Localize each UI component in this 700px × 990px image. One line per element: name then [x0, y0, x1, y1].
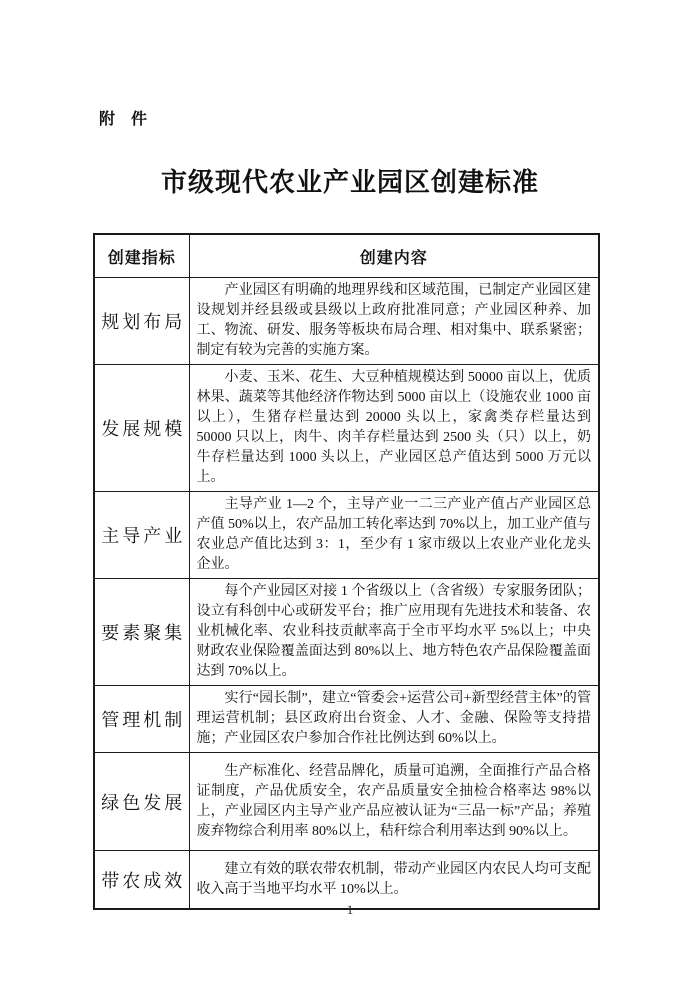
indicator-cell: 要素聚集 — [94, 579, 189, 686]
header-indicator: 创建指标 — [94, 234, 189, 278]
indicator-cell: 主导产业 — [94, 492, 189, 579]
content-cell: 产业园区有明确的地理界线和区域范围，已制定产业园区建设规划并经县级或县级以上政府批准同意；产业园区种养、加工、物流、研发、服务等板块布局合理、相对集中、联系紧密；制定有较为完善的实施方案。 — [189, 278, 599, 365]
standards-table — [93, 233, 600, 910]
indicator-cell: 管理机制 — [94, 686, 189, 753]
indicator-cell: 规划布局 — [94, 278, 189, 365]
content-cell: 建立有效的联农带农机制，带动产业园区内农民人均可支配收入高于当地平均水平 10%以上。 — [189, 851, 599, 910]
table-row-leading-industry — [94, 492, 599, 579]
table-header-row — [94, 234, 599, 278]
table-row-farmer-benefit — [94, 851, 599, 910]
header-content: 创建内容 — [189, 234, 599, 278]
table-row-management-mechanism — [94, 686, 599, 753]
content-cell: 每个产业园区对接 1 个省级以上（含省级）专家服务团队；设立有科创中心或研发平台；推广应用现有先进技术和装备、农业机械化率、农业科技贡献率高于全市平均水平 5%以上；中央财政农业保险覆盖面达到 80%以上、地方特色农产品保险覆盖面达到 70%以上。 — [189, 579, 599, 686]
attachment-label: 附 件 — [99, 111, 148, 128]
page-number: 1 — [346, 902, 354, 917]
page-title: 市级现代农业产业园区创建标准 — [160, 168, 539, 197]
indicator-cell: 发展规模 — [94, 365, 189, 492]
table-row-planning-layout — [94, 278, 599, 365]
content-cell: 主导产业 1—2 个，主导产业一二三产业产值占产业园区总产值 50%以上，农产品加工转化率达到 70%以上，加工业产值与农业总产值比达到 3：1，至少有 1 家市级以上农业产业化龙头企业。 — [189, 492, 599, 579]
indicator-cell: 绿色发展 — [94, 753, 189, 851]
table-row-green-development — [94, 753, 599, 851]
table-row-factor-aggregation — [94, 579, 599, 686]
table-row-development-scale — [94, 365, 599, 492]
indicator-cell: 带农成效 — [94, 851, 189, 910]
content-cell: 生产标准化、经营品牌化，质量可追溯，全面推行产品合格证制度，产品优质安全，农产品质量安全抽检合格率达 98%以上，产业园区内主导产业产品应被认证为“三品一标”产品；养殖废弃物综合利用率 80%以上，秸秆综合利用率达到 90%以上。 — [189, 753, 599, 851]
content-cell: 实行“园长制”，建立“管委会+运营公司+新型经营主体”的管理运营机制；县区政府出台资金、人才、金融、保险等支持措施；产业园区农户参加合作社比例达到 60%以上。 — [189, 686, 599, 753]
content-cell: 小麦、玉米、花生、大豆种植规模达到 50000 亩以上，优质林果、蔬菜等其他经济作物达到 5000 亩以上（设施农业 1000 亩以上），生猪存栏量达到 20000 头以上，家禽类存栏量达到 50000 只以上，肉牛、肉羊存栏量达到 2500 头（只）以上，奶牛存栏量达到 1000 头以上，产业园区总产值达到 5000 万元以上。 — [189, 365, 599, 492]
